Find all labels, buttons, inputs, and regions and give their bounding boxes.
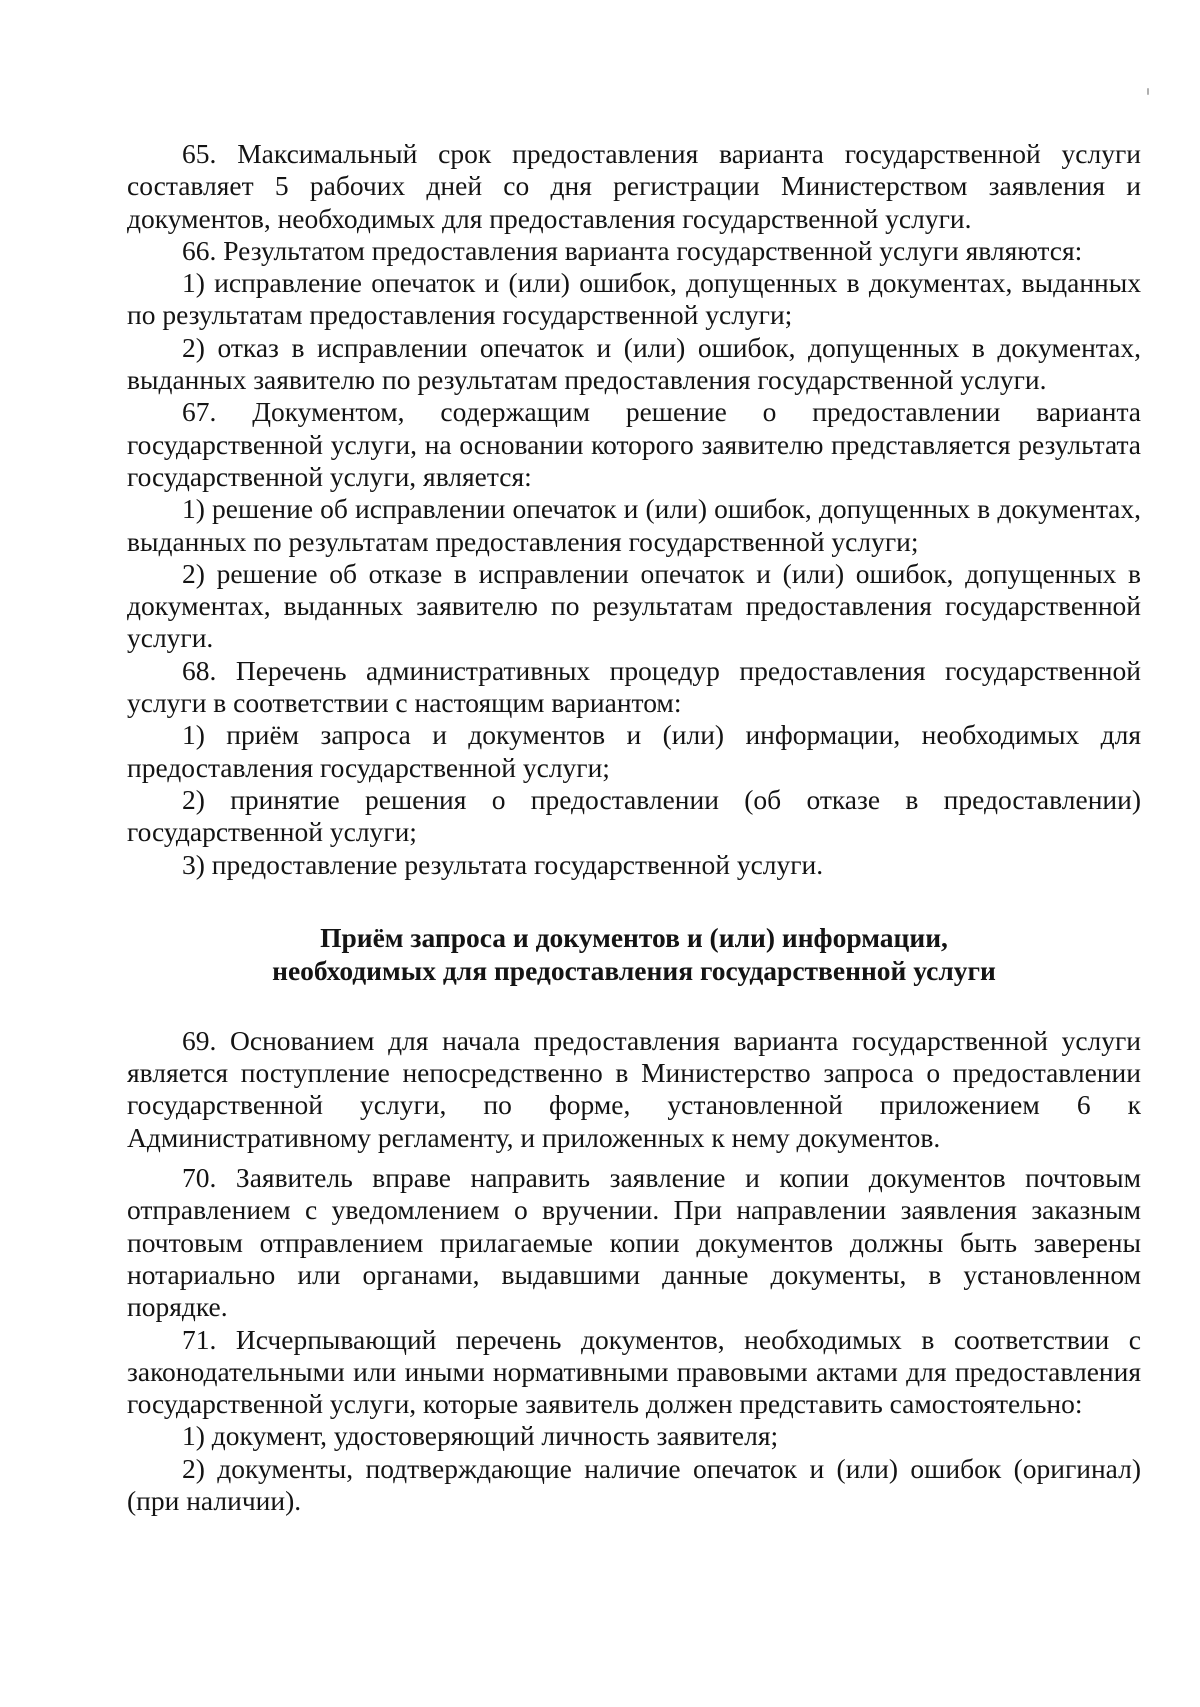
section-heading-line-2: необходимых для предоставления государственной услуги bbox=[272, 954, 996, 986]
paragraph-68-item-3: 3) предоставление результата государственной услуги. bbox=[182, 848, 824, 880]
paragraph-68-item-2: 2) принятие решения о предоставлении (об отказе в предоставлении) государственной услуги; bbox=[127, 783, 1141, 848]
paragraph-66-item-2: 2) отказ в исправлении опечаток и (или) ошибок, допущенных в документах, выданных заявителю по результатам предоставления государственной услуги. bbox=[127, 331, 1141, 396]
paragraph-71-item-1: 1) документ, удостоверяющий личность заявителя; bbox=[182, 1420, 779, 1452]
paragraph-66-item-1: 1) исправление опечаток и (или) ошибок, допущенных в документах, выданных по результатам предоставления государственной услуги; bbox=[127, 267, 1141, 331]
section-heading-line-1: Приём запроса и документов и (или) информации, bbox=[320, 921, 948, 953]
paragraph-65: 65. Максимальный срок предоставления варианта государственной услуги составляет 5 рабочих дней со дня регистрации Министерством заявления и документов, необходимых для предоставления государственной услуги. bbox=[127, 138, 1141, 234]
paragraph-71: 71. Исчерпывающий перечень документов, необходимых в соответствии с законодательными или иными нормативными правовыми актами для предоставления государственной услуги, которые заявитель должен представить самостоятельно: bbox=[127, 1323, 1141, 1420]
paragraph-67-item-2: 2) решение об отказе в исправлении опечаток и (или) ошибок, допущенных в документах, выданных заявителю по результатам предоставления государственной услуги. bbox=[127, 557, 1141, 654]
paragraph-66: 66. Результатом предоставления варианта государственной услуги являются: bbox=[182, 234, 1083, 266]
paragraph-68-item-1: 1) приём запроса и документов и (или) информации, необходимых для предоставления государственной услуги; bbox=[127, 719, 1141, 783]
document-body bbox=[127, 138, 1141, 1517]
scan-speck bbox=[1147, 88, 1149, 95]
paragraph-71-item-2: 2) документы, подтверждающие наличие опечаток и (или) ошибок (оригинал) (при наличии). bbox=[127, 1452, 1141, 1516]
paragraph-67-item-1: 1) решение об исправлении опечаток и (или) ошибок, допущенных в документах, выданных по результатам предоставления государственной услуги; bbox=[127, 493, 1141, 557]
paragraph-68: 68. Перечень административных процедур предоставления государственной услуги в соответствии с настоящим вариантом: bbox=[127, 654, 1141, 719]
paragraph-67: 67. Документом, содержащим решение о предоставлении варианта государственной услуги, на основании которого заявителю представляется результата государственной услуги, является: bbox=[127, 396, 1141, 492]
paragraph-70: 70. Заявитель вправе направить заявление и копии документов почтовым отправлением с уведомлением о вручении. При направлении заявления заказным почтовым отправлением прилагаемые копии документов должны быть заверены нотариально или органами, выдавшими данные документы, в установленном порядке. bbox=[127, 1162, 1141, 1323]
section-heading bbox=[127, 921, 1141, 987]
paragraph-69: 69. Основанием для начала предоставления варианта государственной услуги является поступление непосредственно в Министерство запроса о предоставлении государственной услуги, по форме, установленной приложением 6 к Административному регламенту, и приложенных к нему документов. bbox=[127, 1024, 1141, 1153]
